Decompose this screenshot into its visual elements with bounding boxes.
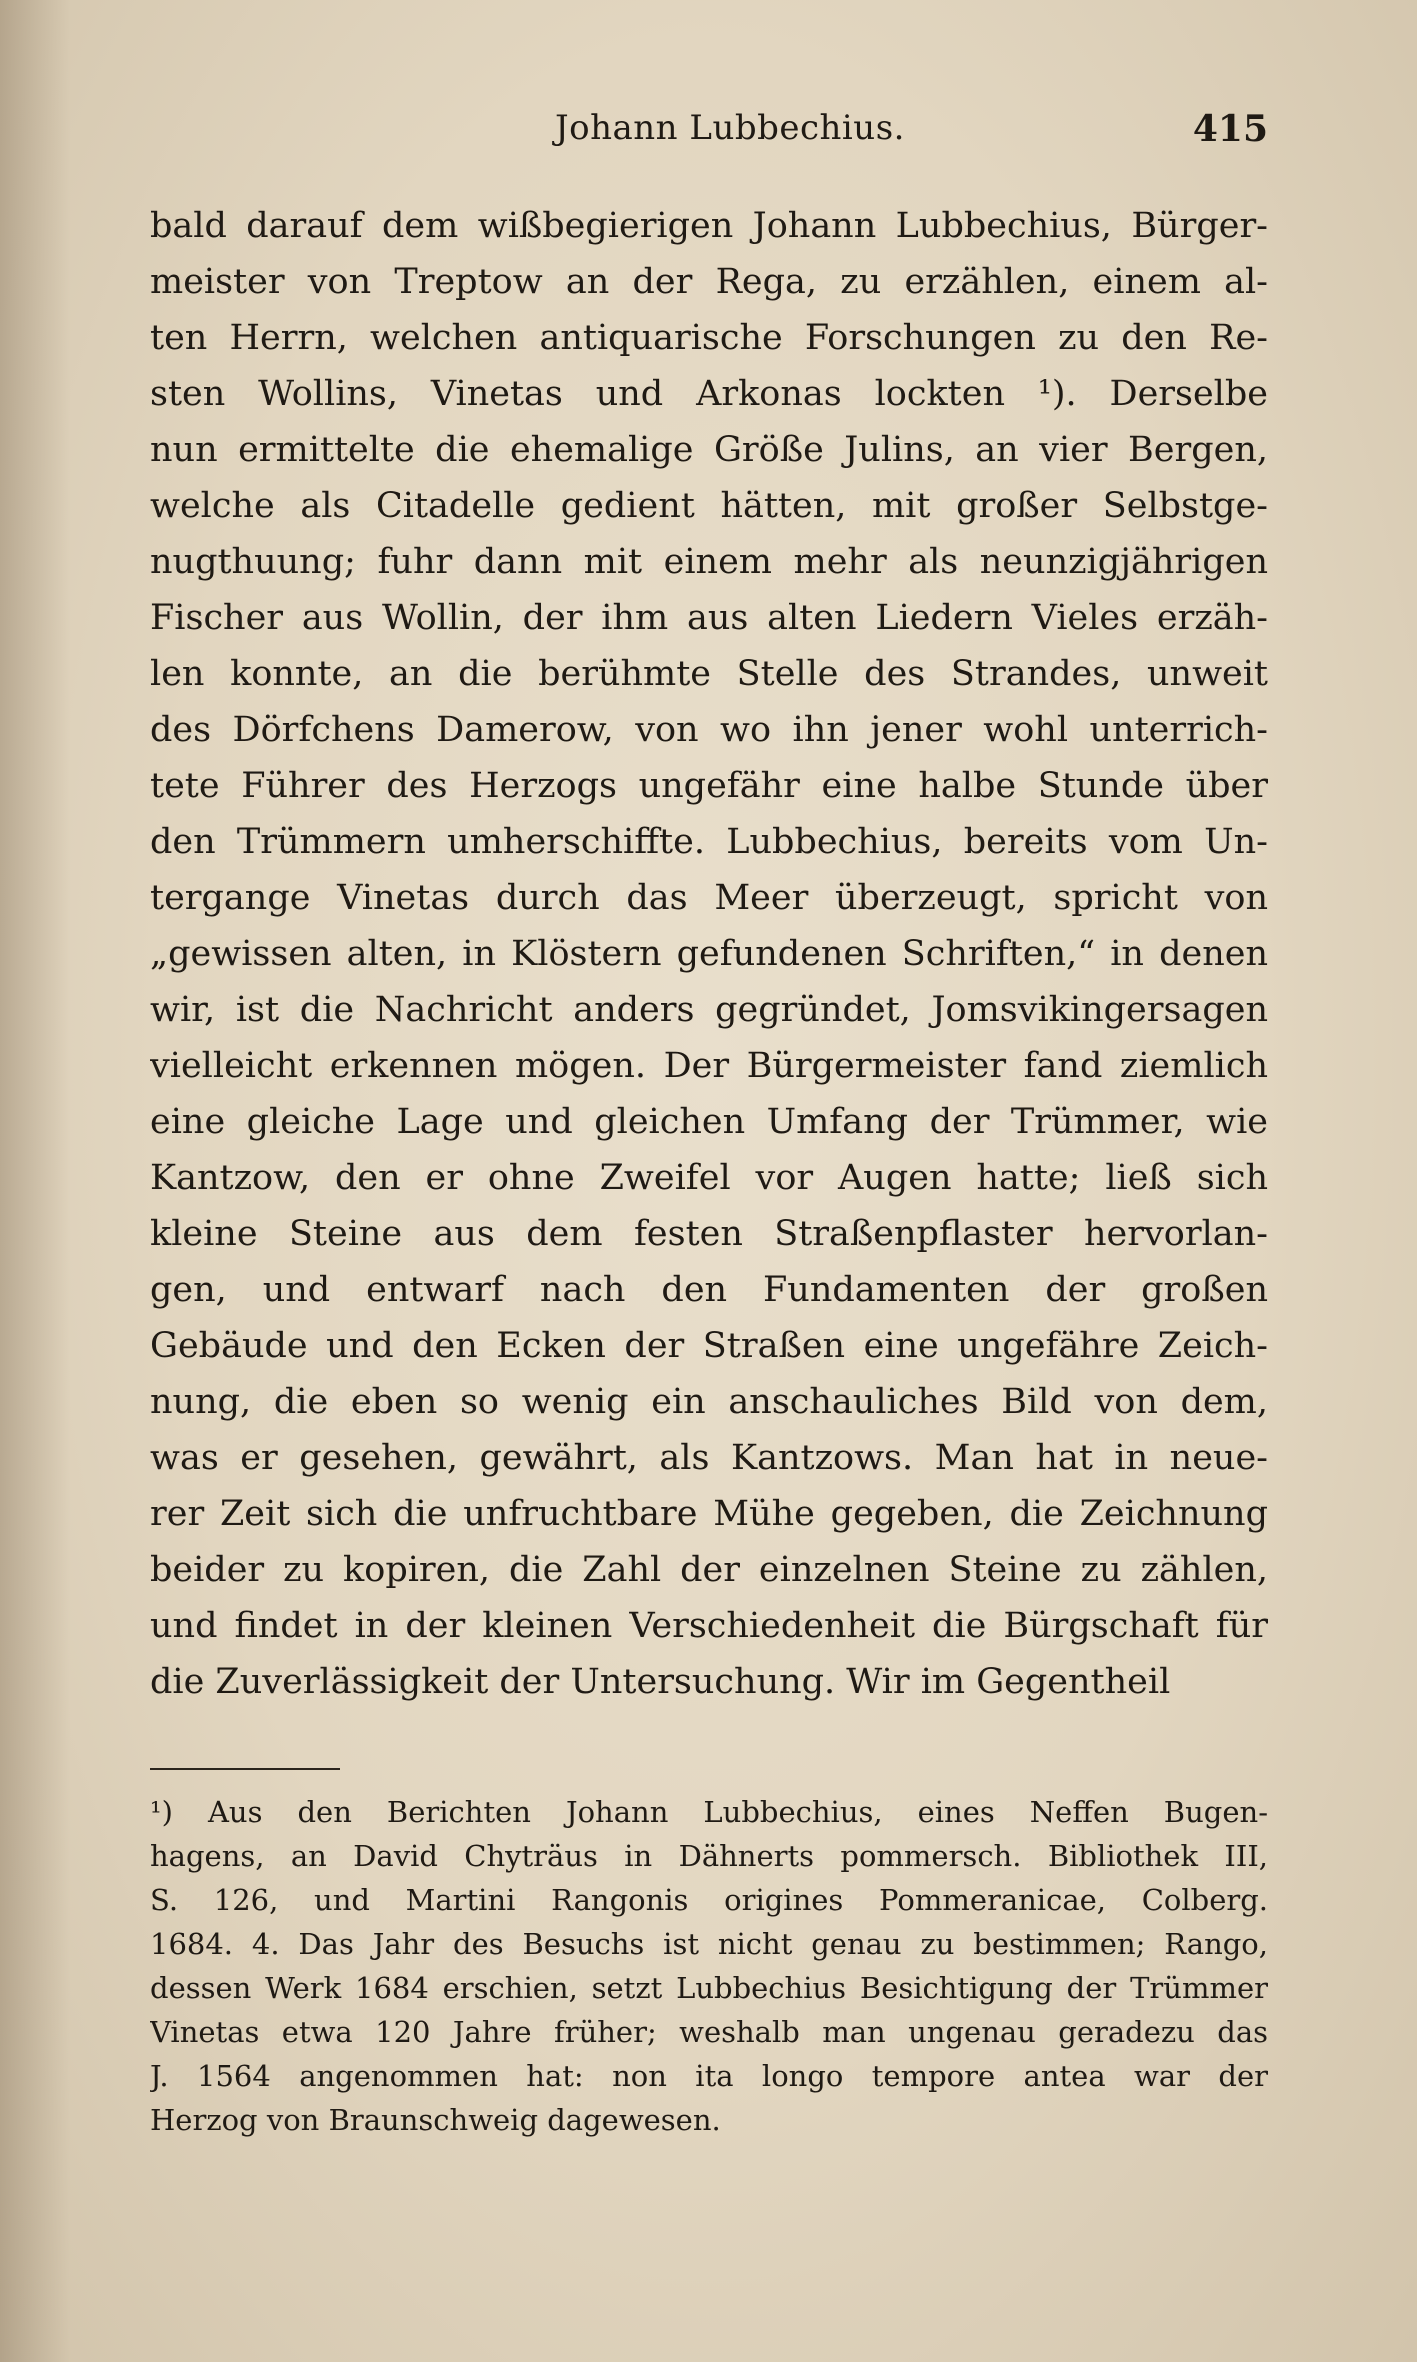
body-line: nugthuung; fuhr dann mit einem mehr als neunzigjährigen: [150, 542, 1268, 582]
body-line: Kantzow, den er ohne Zweifel vor Augen hatte; ließ sich: [150, 1158, 1268, 1198]
body-line: tete Führer des Herzogs ungefähr eine halbe Stunde über: [150, 766, 1268, 806]
body-line: eine gleiche Lage und gleichen Umfang der Trümmer, wie: [150, 1102, 1268, 1142]
body-line: was er gesehen, gewährt, als Kantzows. Man hat in neue-: [150, 1438, 1268, 1478]
page-number: 415: [1192, 108, 1268, 150]
footnote-line: ¹) Aus den Berichten Johann Lubbechius, eines Neffen Bugen-: [150, 1795, 1268, 1829]
body-line: gen, und entwarf nach den Fundamenten der großen: [150, 1270, 1268, 1310]
body-line: rer Zeit sich die unfruchtbare Mühe gegeben, die Zeichnung: [150, 1494, 1268, 1534]
body-line: sten Wollins, Vinetas und Arkonas lockten ¹). Derselbe: [150, 374, 1268, 414]
body-line: welche als Citadelle gedient hätten, mit großer Selbstge-: [150, 486, 1268, 526]
body-line: nung, die eben so wenig ein anschauliches Bild von dem,: [150, 1382, 1268, 1422]
body-line: „gewissen alten, in Klöstern gefundenen Schriften,“ in denen: [150, 934, 1268, 974]
body-line: bald darauf dem wißbegierigen Johann Lubbechius, Bürger-: [150, 206, 1268, 246]
page-header: [150, 108, 1268, 158]
body-line: Fischer aus Wollin, der ihm aus alten Liedern Vieles erzäh-: [150, 598, 1268, 638]
body-line: len konnte, an die berühmte Stelle des Strandes, unweit: [150, 654, 1268, 694]
body-line: den Trümmern umherschiffte. Lubbechius, bereits vom Un-: [150, 822, 1268, 862]
body-line: vielleicht erkennen mögen. Der Bürgermeister fand ziemlich: [150, 1046, 1268, 1086]
body-line: wir, ist die Nachricht anders gegründet, Jomsvikingersagen: [150, 990, 1268, 1030]
body-line: des Dörfchens Damerow, von wo ihn jener wohl unterrich-: [150, 710, 1268, 750]
footnote-line: J. 1564 angenommen hat: non ita longo tempore antea war der: [150, 2059, 1268, 2093]
body-line: tergange Vinetas durch das Meer überzeugt, spricht von: [150, 878, 1268, 918]
footnote-rule: [150, 1768, 340, 1770]
footnotes: [150, 1790, 1268, 2142]
body-line: und findet in der kleinen Verschiedenheit die Bürgschaft für: [150, 1606, 1268, 1646]
running-head: Johann Lubbechius.: [555, 108, 905, 148]
body-line: ten Herrn, welchen antiquarische Forschungen zu den Re-: [150, 318, 1268, 358]
body-line: die Zuverlässigkeit der Untersuchung. Wir im Gegentheil: [150, 1662, 1171, 1702]
page-spine-shadow: [0, 0, 70, 2362]
footnote-line: dessen Werk 1684 erschien, setzt Lubbechius Besichtigung der Trümmer: [150, 1971, 1268, 2005]
footnote-line: Herzog von Braunschweig dagewesen.: [150, 2103, 721, 2137]
body-line: beider zu kopiren, die Zahl der einzelnen Steine zu zählen,: [150, 1550, 1268, 1590]
footnote-line: S. 126, und Martini Rangonis origines Pommeranicae, Colberg.: [150, 1883, 1268, 1917]
footnote-line: hagens, an David Chyträus in Dähnerts pommersch. Bibliothek III,: [150, 1839, 1268, 1873]
body-line: meister von Treptow an der Rega, zu erzählen, einem al-: [150, 262, 1268, 302]
footnote-line: 1684. 4. Das Jahr des Besuchs ist nicht genau zu bestimmen; Rango,: [150, 1927, 1268, 1961]
footnote-line: Vinetas etwa 120 Jahre früher; weshalb man ungenau geradezu das: [150, 2015, 1268, 2049]
body-line: Gebäude und den Ecken der Straßen eine ungefähre Zeich-: [150, 1326, 1268, 1366]
body-line: nun ermittelte die ehemalige Größe Julins, an vier Bergen,: [150, 430, 1268, 470]
body-text: [150, 198, 1268, 1710]
body-line: kleine Steine aus dem festen Straßenpflaster hervorlan-: [150, 1214, 1268, 1254]
